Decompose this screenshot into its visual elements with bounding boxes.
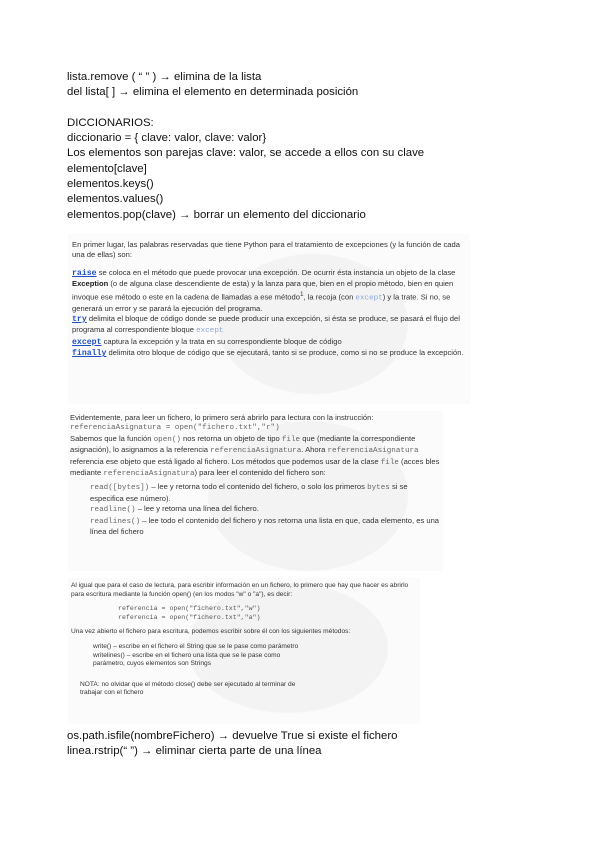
code-line: referencia = open("fichero.txt","w") [118,605,261,613]
exceptions-screenshot [68,234,470,404]
notes-bottom [67,729,397,760]
raise-keyword: raise [72,268,97,278]
shot-paragraph: Evidentemente, para leer un fichero, lo primero será abrirlo para lectura con la instrucción: [70,413,374,422]
try-keyword: try [72,314,87,324]
note-line: del lista[ ] → elimina el elemento en determinada posición [67,86,359,99]
raise-paragraph: raise se coloca en el método que puede provocar una excepción. De ocurrir ésta instancia un objeto de la clase Exception (o de alguna clase descendiente de esta) y la lanza para que, bien en el propio método, bien en quien invoque ese método o este en la cadena de llamadas a ese método$^1$, la recoja (con except) y la trate. Si no, se generará un error y se parará la ejecución del programa. [72,267,456,313]
shot-paragraph: Al igual que para el caso de lectura, para escribir información en un fichero, lo primero que hay que hacer es abrirlo para escritura mediante la función open() (en los modos "w" o "a"), es decir: [71,582,409,598]
note-close: NOTA: no olvidar que el método close() debe ser ejecutado al terminar de [80,680,296,688]
note-line: lista.remove ( “ ” ) → elimina de la lista [67,71,262,83]
shot-paragraph: Una vez abierto el fichero para escritura, podemos escribir sobre él con los siguientes métodos: [71,628,351,636]
shot-paragraph: En primer lugar, las palabras reservadas que tiene Python para el tratamiento de excepciones (y la función de cada una de ellas) son: [72,240,460,260]
method-readlines: readlines() – lee todo el contenido del fichero y nos retorna una lista en que, cada elemento, es una línea del fichero [90,515,440,537]
note-line: elemento[clave] [67,162,147,175]
note-line: diccionario = { clave: valor, clave: valor} [67,132,267,145]
try-paragraph: try delimita el bloque de código donde se puede producir una excepción, si ésta se produce, se pasará el flujo del programa al correspondiente bloque except [72,313,460,336]
note-line: Los elementos son parejas clave: valor, se accede a ellos con su clave [67,147,425,160]
finally-keyword: finally [72,349,107,359]
note-line: elementos.pop(clave) → borrar un elemento del diccionario [67,208,366,221]
note-close-cont: trabajar con el fichero [80,689,144,697]
except-paragraph: except captura la excepción y la trata en su correspondiente bloque de código [72,336,342,347]
note-line: elementos.values() [67,193,164,206]
method-readline: readline() – lee y retorna una línea del fichero. [90,504,259,515]
except-keyword: except [72,337,102,347]
code-line: referencia = open("fichero.txt","a") [118,613,261,621]
code-line: referenciaAsignatura = open("fichero.txt","r") [70,424,280,433]
section-heading: DICCIONARIOS: [67,116,154,129]
notes-top [67,70,424,223]
read-file-screenshot [68,411,443,571]
shot-paragraph: Sabemos que la función open() nos retorna un objeto de tipo file que (mediante la correspondiente asignación), lo asignamos a la referencia referenciaAsignatura. Ahora referenciaAsignatura referencia ese objeto que está ligado al fichero. Los métodos que podemos usar de la clase file (acces bles mediante referenciaAsignatura) para leer el contenido del fichero son: [70,433,440,479]
note-line: linea.rstrip(“ ”) → eliminar cierta parte de una línea [67,745,322,758]
method-writelines-cont: parámetro, cuyos elementos son Strings [93,660,212,668]
note-line: os.path.isfile(nombreFichero) → devuelve True si existe el fichero [67,730,398,742]
method-writelines: writelines() – escribe en el fichero una lista que se le pase como [93,651,281,659]
write-file-screenshot [68,578,420,724]
finally-paragraph: finally delimita otro bloque de código que se ejecutará, tanto si se produce, como si no se produce la excepción. [72,348,464,359]
method-read: read([bytes]) – lee y retorna todo el contenido del fichero, o solo los primeros bytes si se especifica ese número). [90,482,408,503]
note-line: elementos.keys() [67,178,154,191]
method-write: write() – escribe en el fichero el String que se le pase como parámetro [93,642,299,650]
